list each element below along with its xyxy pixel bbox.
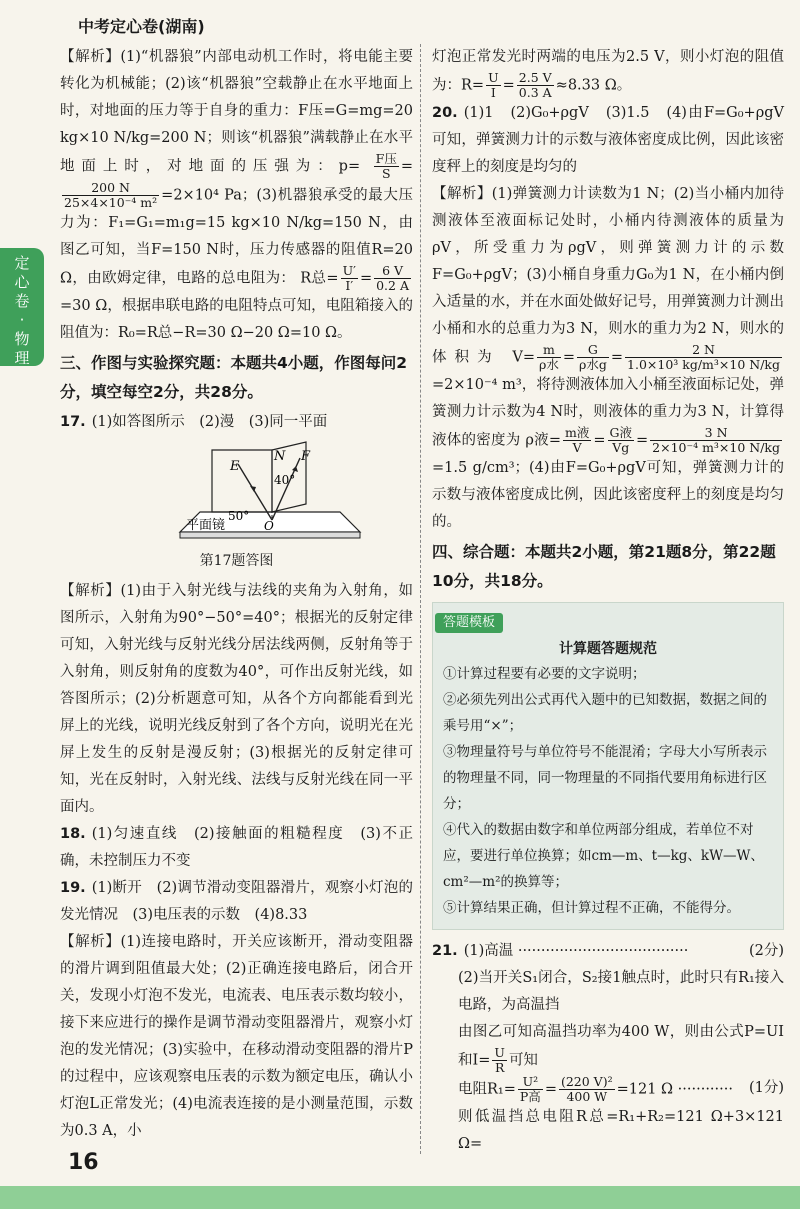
side-tab-char: 定	[14, 254, 30, 272]
template-item: ④代入的数据由数字和单位两部分组成，若单位不对应，要进行单位换算；如cm—m、t—kg、kW—W、cm²—m²的换算等；	[443, 822, 764, 890]
score: (1分)	[748, 1080, 784, 1096]
label-mirror: 平面镜	[186, 518, 226, 533]
numerator: m	[537, 343, 561, 358]
q20-analysis: 【解析】(1)弹簧测力计读数为1 N；(2)当小桶内加待测液体至液面标记处时，小桶内待测液体的质量为ρV，所受重力为ρgV，则弹簧测力计的示数F=G₀+ρgV；(3)小桶自身重力G₀为1 N，在小桶内倒入适量的水，并在水面处做好记号，用弹簧测力计测出小桶和水的总重力为3 N，则水的重力为2 N，则水的体积为 V= $\frac{m}{\text{ρ水}}$ = $\frac{G}{\text{ρ水g}}$ = $\frac{2 N}{\text{1.0×10³ kg/m³×10 N/kg}}$ =2×10⁻⁴ m³，将待测液体加入小桶至液面标记处，弹簧测力计示数为4 N时，则液体的重力为3 N，计算得液体的密度为 ρ液= $\frac{\text{m液}}{V}$ = $\frac{\text{G液}}{Vg}$ = $\frac{3 N}{\text{2×10⁻⁴ m³×10 N/kg}}$ =1.5 g/cm³；(4)由F=G₀+ρgV可知，弹簧测力计的示数与液体密度成比例，因此该密度秤上的刻度是均匀的。	[432, 186, 784, 530]
side-tab-char: 理	[14, 349, 30, 367]
question-number: 18.	[60, 826, 86, 842]
q20-analysis-text: 【解析】(1)弹簧测力计读数为1 N；(2)当小桶内加待测液体至液面标记处时，小桶内待测液体的质量为ρV，所受重力为ρgV，则弹簧测力计的示数F=G₀+ρgV；(3)小桶自身重力G₀为1 N，在小桶内倒入适量的水，并在水面处做好记号，用弹簧测力计测出小桶和水的总重力为3 N，则水的重力为2 N，则水的体积为	[432, 186, 784, 366]
template-item: ③物理量符号与单位符号不能混淆；字母大小写所表示的物理量不同，同一物理量的不同指代要用角标进行区分；	[443, 744, 767, 812]
side-tab-char: ·	[19, 311, 25, 329]
q17-answer	[60, 409, 413, 436]
formula-lead: I=	[472, 1052, 491, 1069]
q19-answer-text: (1)断开 (2)调节滑动变阻器滑片，观察小灯泡的发光情况 (3)电压表的示数 (4)8.33	[60, 880, 413, 923]
denominator: 0.3 A	[518, 85, 552, 100]
fraction	[517, 71, 554, 100]
denominator: 0.2 A	[376, 278, 409, 293]
q19-answer	[60, 875, 413, 929]
fraction	[559, 1075, 615, 1104]
answer-template-box	[432, 602, 784, 930]
denominator: P高	[519, 1089, 541, 1104]
fraction	[537, 343, 561, 372]
section-heading-4: 四、综合题：本题共2小题，第21题8分，第22题10分，共18分。	[432, 543, 776, 590]
q20-answer	[432, 100, 784, 181]
q17-answer-text: (1)如答图所示 (2)漫 (3)同一平面	[91, 414, 328, 430]
label-n: N	[274, 449, 286, 464]
template-item: ②必须先列出公式再代入题中的已知数据，数据之间的乘号用“×”；	[443, 692, 767, 734]
score: (2分)	[748, 943, 784, 959]
side-tab-char: 物	[14, 330, 30, 348]
fraction	[650, 426, 782, 455]
denominator: 400 W	[566, 1089, 608, 1104]
numerator: F压	[375, 151, 397, 166]
denominator: R	[494, 1060, 505, 1075]
reflection-diagram	[60, 440, 413, 550]
q19-analysis: 【解析】(1)连接电路时，开关应该断开，滑动变阻器的滑片调到阻值最大处；(2)正确连接电路后，闭合开关，发现小灯泡不发光，电流表、电压表示数均较小，接下来应进行的操作是调节滑动变阻器滑片，观察小灯泡的发光情况；(3)实验中，在移动滑动变阻器的滑片P的过程中，应该观察电压表的示数为额定电压，确认小灯泡L正常发光；(4)电流表连接的是小测量范围，示数为0.3 A，小	[60, 934, 413, 1139]
numerator: 200 N	[62, 181, 159, 196]
numerator: (220 V)²	[560, 1074, 613, 1089]
denominator: 25×4×10⁻⁴ m²	[64, 195, 158, 210]
formula-lead: V=	[512, 349, 535, 366]
fraction	[492, 1046, 507, 1075]
numerator: 2 N	[625, 343, 782, 358]
numerator: 2.5 V	[518, 70, 552, 85]
template-tag: 答题模板	[435, 613, 503, 633]
label-f: F	[301, 449, 311, 464]
q21-part4-text: 电阻R₁= $\frac{\text{U²}}{\text{P高}}$ = $\frac{\text{(220 V)²}}{400 W}$ =121 Ω ············	[458, 1074, 733, 1104]
formula-lead: ρ液=	[525, 432, 561, 449]
template-title: 计算题答题规范	[559, 641, 657, 657]
numerator: G	[577, 343, 609, 358]
template-item: ①计算过程要有必要的文字说明；	[443, 666, 646, 682]
q21-part4	[432, 1075, 784, 1104]
template-item: ⑤计算结果正确，但计算过程不正确，不能得分。	[443, 900, 740, 916]
q20-answer-text: (1)1 (2)G₀+ρgV (3)1.5 (4)由F=G₀+ρgV可知，弹簧测力计的示数与液体密度成比例，因此该密度秤上的刻度是均匀的	[432, 105, 784, 175]
fraction	[486, 71, 501, 100]
fraction	[577, 343, 609, 372]
q19-analysis-text: ≈8.33 Ω。	[555, 77, 632, 94]
question-number: 20.	[432, 105, 458, 121]
q21-part4-tail: =121 Ω ············	[616, 1081, 733, 1098]
fraction	[374, 264, 411, 293]
q18-answer	[60, 821, 413, 875]
numerator: U	[494, 1045, 505, 1060]
q19-analysis-cont: 灯泡正常发光时两端的电压为2.5 V，则小灯泡的阻值为：R= $\frac{U}{I}$ = $\frac{2.5 V}{0.3 A}$ ≈8.33 Ω。	[432, 49, 784, 100]
q16-analysis-text: =2×10⁴ Pa；(3)机器狼承受的最大压力为：F₁=G₁=m₁g=15 kg×10 N/kg=150 N，由图乙可知，当F=150 N时，压力传感器的阻值R=20 Ω，由欧姆定律，电路的总电阻为：	[60, 187, 413, 287]
right-column	[432, 44, 784, 1158]
reflected-arrow-icon	[292, 466, 298, 472]
numerator: 3 N	[650, 426, 782, 441]
label-o: O	[264, 519, 274, 533]
label-50: 50°	[228, 509, 250, 523]
numerator: 6 V	[374, 264, 411, 279]
label-40: 40°	[274, 473, 296, 487]
q21-part3	[432, 1019, 784, 1075]
side-tab-char: 卷	[14, 292, 30, 310]
denominator: ρ水	[538, 357, 559, 372]
fraction	[374, 152, 399, 181]
section-heading-3: 三、作图与实验探究题：本题共4小题，作图每问2分，填空每空2分，共28分。	[60, 354, 408, 401]
q19-analysis-text: 灯泡正常发光时两端的电压为2.5 V，则小灯泡的阻值为：R=	[432, 49, 784, 94]
denominator: 1.0×10³ kg/m³×10 N/kg	[627, 357, 780, 372]
denominator: 2×10⁻⁴ m³×10 N/kg	[652, 440, 781, 455]
side-tab	[0, 248, 44, 366]
q21-part3-text: 由图乙可知高温挡功率为400 W，则由公式P=UI和	[458, 1024, 784, 1069]
figure-caption: 第17题答图	[199, 553, 274, 569]
numerator: U²	[518, 1075, 543, 1090]
fraction	[518, 1075, 543, 1104]
q17-analysis: 【解析】(1)由于入射光线与法线的夹角为入射角，如图所示，入射角为90°−50°=40°；根据光的反射定律可知，入射光线与反射光线分居法线两侧，反射角等于入射角，则反射角的度数为40°，可作出反射光线，如答图所示；(2)分析题意可知，从各个方向都能看到光屏上的光线，说明光线反射到了各个方向，说明光在光屏上发生的反射是漫反射；(3)根据光的反射定律可知，光在反射时，入射光线、法线与反射光线在同一平面内。	[60, 583, 413, 815]
question-number: 17.	[60, 414, 86, 430]
denominator: I′	[345, 278, 354, 293]
formula-lead: R总=	[300, 270, 339, 287]
denominator: V	[572, 440, 582, 455]
side-tab-char: 心	[14, 273, 30, 291]
q16-analysis-text: =30 Ω，根据串联电路的电阻特点可知，电阻箱接入的阻值为：R₀=R总−R=30 Ω−20 Ω=10 Ω。	[60, 298, 413, 341]
column-divider	[420, 44, 421, 1154]
fraction	[341, 264, 358, 293]
q21-part5: 则低温挡总电阻R总=R₁+R₂=121 Ω+3×121 Ω=	[458, 1109, 784, 1152]
q21-part1	[432, 938, 784, 965]
denominator: Vg	[612, 440, 630, 455]
fraction	[563, 426, 591, 455]
q21-part1-label: (1)高温 ·····································	[463, 943, 689, 959]
light-screen-left	[212, 450, 272, 512]
q21-part2: (2)当开关S₁闭合，S₂接1触点时，此时只有R₁接入电路，为高温挡	[458, 970, 784, 1013]
q21-part1-text	[432, 938, 688, 965]
denominator: I	[490, 85, 496, 100]
q16-analysis-text: 【解析】(1)“机器狼”内部电动机工作时，将电能主要转化为机械能；(2)该“机器狼”空载静止在水平地面上时，对地面的压力等于自身的重力：F压=G=mg=20 kg×10 N/kg=200 N；则该“机器狼”满载静止在水平地面上时，对地面的压强为：p=	[60, 49, 413, 175]
bottom-band	[0, 1186, 800, 1209]
left-column	[60, 44, 413, 1145]
denominator: ρ水g	[579, 357, 607, 372]
question-number: 21.	[432, 943, 458, 959]
numerator: m液	[564, 425, 590, 440]
question-number: 19.	[60, 880, 86, 896]
q16-analysis: 【解析】(1)“机器狼”内部电动机工作时，将电能主要转化为机械能；(2)该“机器狼”空载静止在水平地面上时，对地面的压力等于自身的重力：F压=G=mg=20 kg×10 N/kg=200 N；则该“机器狼”满载静止在水平地面上时，对地面的压强为：p= $\frac{\text{F压}}{S}$ = $\frac{200 N}{\text{25×4×10⁻⁴ m²}}$ =2×10⁴ Pa；(3)机器狼承受的最大压力为：F₁=G₁=m₁g=15 kg×10 N/kg=150 N，由图乙可知，当F=150 N时，压力传感器的阻值R=20 Ω，由欧姆定律，电路的总电阻为： R总= $\frac{U'}{I'}$ = $\frac{6 V}{0.2 A}$ =30 Ω，根据串联电路的电阻特点可知，电阻箱接入的阻值为：R₀=R总−R=30 Ω−20 Ω=10 Ω。	[60, 49, 413, 341]
q21-part3-tail: 可知	[508, 1052, 538, 1069]
fraction	[62, 181, 159, 210]
denominator: S	[381, 166, 391, 181]
numerator: U	[488, 70, 499, 85]
formula-lead: 电阻R₁=	[458, 1081, 516, 1098]
label-e: E	[230, 459, 240, 474]
q20-analysis-text: =1.5 g/cm³；(4)由F=G₀+ρgV可知，弹簧测力计的示数与液体密度成比例，因此该密度秤上的刻度是均匀的。	[432, 460, 784, 530]
numerator: U′	[342, 263, 356, 278]
fraction	[625, 343, 782, 372]
book-title: 中考定心卷(湖南)	[78, 17, 205, 36]
q17-figure	[60, 440, 413, 550]
fraction	[608, 426, 635, 455]
q20-analysis-text: =2×10⁻⁴ m³，将待测液体加入小桶至液面标记处，弹簧测力计示数为4 N时，则液体的重力为3 N，计算得液体的密度为	[432, 377, 784, 449]
page-number: 16	[68, 1150, 99, 1175]
q18-answer-text: (1)匀速直线 (2)接触面的粗糙程度 (3)不正确，未控制压力不变	[60, 826, 413, 869]
numerator: G液	[609, 425, 632, 440]
